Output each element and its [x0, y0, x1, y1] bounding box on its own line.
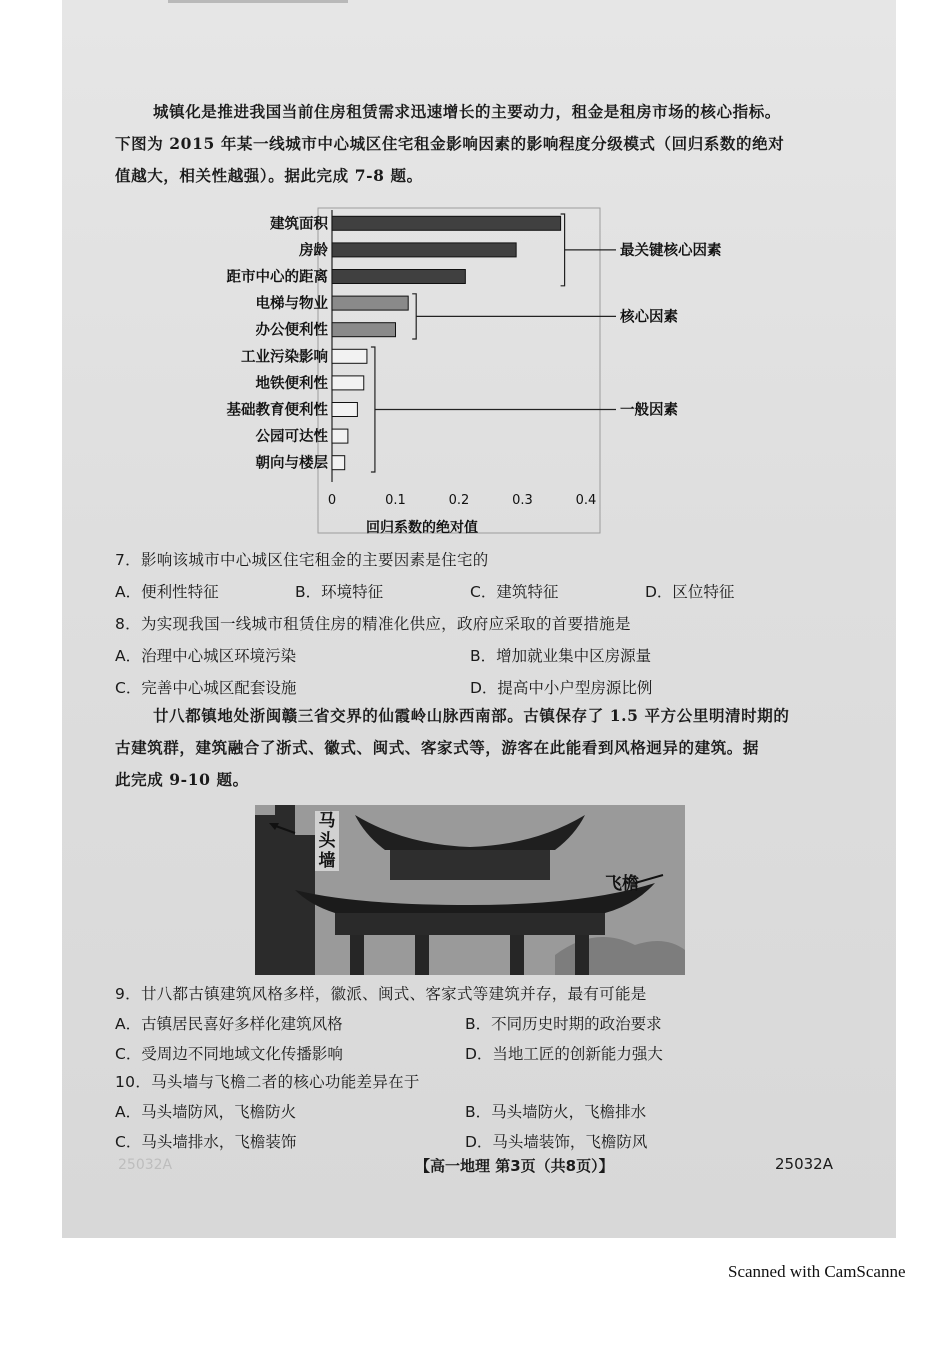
passage-7-8	[115, 96, 860, 192]
q9-option-c[interactable]: C．受周边不同地域文化传播影响	[115, 1045, 343, 1063]
category-label: 距市中心的距离	[226, 269, 328, 286]
horse-head-wall-label: 马头墙	[315, 811, 339, 871]
x-tick-label: 0	[327, 493, 337, 508]
q9-option-d[interactable]: D．当地工匠的创新能力强大	[465, 1045, 663, 1063]
passage-line: 廿八都镇地处浙闽赣三省交界的仙霞岭山脉西南部。古镇保存了 1.5 平方公里明清时期的	[153, 706, 790, 725]
q7-option-b[interactable]: B．环境特征	[295, 583, 384, 601]
bar	[332, 403, 357, 417]
q9-option-a[interactable]: A．古镇居民喜好多样化建筑风格	[115, 1015, 343, 1033]
category-label: 工业污染影响	[241, 349, 328, 366]
q8-option-d[interactable]: D．提高中小户型房源比例	[470, 679, 653, 697]
footer-ghost-code: 25032A	[118, 1157, 173, 1173]
group-label: 最关键核心因素	[620, 242, 722, 259]
bar	[332, 323, 396, 337]
bar	[332, 296, 408, 310]
passage-line: 城镇化是推进我国当前住房租赁需求迅速增长的主要动力，租金是租房市场的核心指标。	[153, 102, 781, 121]
x-tick-label: 0.2	[448, 493, 470, 508]
group-bracket	[412, 294, 416, 339]
footer-code: 25032A	[775, 1155, 833, 1173]
category-label: 公园可达性	[255, 429, 328, 446]
group-label: 一般因素	[620, 402, 678, 419]
group-bracket	[561, 214, 565, 286]
x-tick-label: 0.1	[385, 493, 406, 508]
footer-page-info: 【高一地理 第3页（共8页）】	[415, 1157, 614, 1175]
x-tick-label: 0.4	[575, 493, 597, 508]
passage-9-10	[115, 700, 860, 796]
group-bracket	[371, 347, 375, 472]
category-label: 基础教育便利性	[226, 402, 328, 419]
bar	[332, 216, 561, 230]
page-edge-mark	[168, 0, 348, 3]
question-7-stem: 7．影响该城市中心城区住宅租金的主要因素是住宅的	[115, 551, 489, 569]
category-label: 朝向与楼层	[255, 455, 328, 472]
bar	[332, 270, 465, 284]
group-label: 核心因素	[620, 309, 678, 326]
bar	[332, 429, 348, 443]
q8-option-a[interactable]: A．治理中心城区环境污染	[115, 647, 297, 665]
passage-line: 值越大，相关性越强）。据此完成 7-8 题。	[115, 166, 423, 185]
passage-line: 下图为 2015 年某一线城市中心城区住宅租金影响因素的影响程度分级模式（回归系数的绝对	[115, 134, 785, 153]
x-axis-label: 回归系数的绝对值	[366, 520, 478, 536]
passage-line: 古建筑群，建筑融合了浙式、徽式、闽式、客家式等，游客在此能看到风格迥异的建筑。据	[115, 738, 760, 757]
bar	[332, 456, 345, 470]
q10-option-c[interactable]: C．马头墙排水，飞檐装饰	[115, 1133, 297, 1151]
question-10-stem: 10．马头墙与飞檐二者的核心功能差异在于	[115, 1073, 420, 1091]
flying-eave-label: 飞檐	[605, 874, 639, 894]
category-label: 地铁便利性	[255, 375, 328, 392]
x-tick-label: 0.3	[512, 493, 533, 508]
scanner-watermark: Scanned with CamScanne	[728, 1262, 906, 1281]
q7-option-d[interactable]: D．区位特征	[645, 583, 735, 601]
q7-option-c[interactable]: C．建筑特征	[470, 583, 559, 601]
rent-factor-chart	[200, 200, 760, 540]
category-label: 房龄	[299, 242, 328, 259]
q8-option-b[interactable]: B．增加就业集中区房源量	[470, 647, 652, 665]
q8-option-c[interactable]: C．完善中心城区配套设施	[115, 679, 297, 697]
q7-option-a[interactable]: A．便利性特征	[115, 583, 219, 601]
category-label: 建筑面积	[270, 216, 328, 233]
category-label: 办公便利性	[255, 322, 328, 339]
passage-line: 此完成 9-10 题。	[115, 770, 249, 789]
q10-option-b[interactable]: B．马头墙防火，飞檐排水	[465, 1103, 647, 1121]
archway-photo	[255, 805, 685, 975]
bar-chart-svg	[200, 200, 760, 540]
q10-option-a[interactable]: A．马头墙防风，飞檐防火	[115, 1103, 297, 1121]
bar	[332, 376, 364, 390]
question-8-stem: 8．为实现我国一线城市租赁住房的精准化供应，政府应采取的首要措施是	[115, 615, 631, 633]
question-9-stem: 9．廿八都古镇建筑风格多样，徽派、闽式、客家式等建筑并存，最有可能是	[115, 985, 647, 1003]
q10-option-d[interactable]: D．马头墙装饰，飞檐防风	[465, 1133, 648, 1151]
bar	[332, 349, 367, 363]
scan-margin	[0, 0, 62, 1238]
category-label: 电梯与物业	[255, 296, 328, 313]
bar	[332, 243, 516, 257]
q9-option-b[interactable]: B．不同历史时期的政治要求	[465, 1015, 662, 1033]
